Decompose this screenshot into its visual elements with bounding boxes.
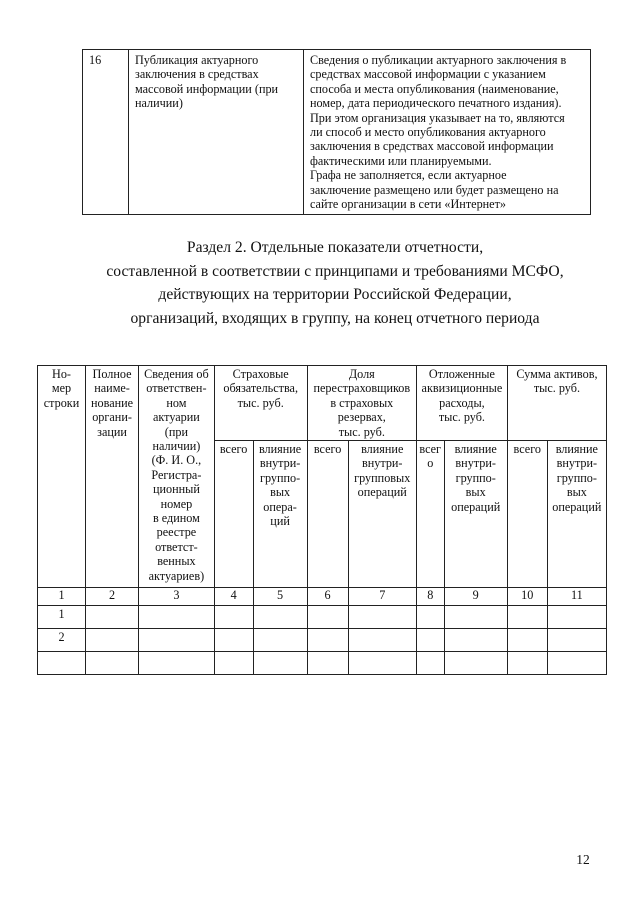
field-description-cell: [304, 50, 591, 215]
header-line: всего: [513, 442, 541, 457]
header-line: всего: [313, 442, 342, 457]
top-table: [82, 49, 591, 215]
field-name-line: наличии): [135, 96, 183, 111]
header-line: венных: [157, 554, 196, 569]
data-cell: [139, 629, 215, 652]
column-number: 8: [416, 588, 444, 606]
data-cell: [348, 606, 416, 629]
data-cell: [547, 606, 606, 629]
header-line: операций: [357, 485, 407, 500]
heading-line: организаций, входящих в группу, на конец отчетного периода: [130, 309, 540, 327]
data-row-number: 1: [38, 606, 86, 629]
description-line: При этом организация указывает на то, являются: [310, 110, 565, 125]
header-line: Но-: [52, 367, 71, 381]
header-line: резервах,: [337, 410, 386, 425]
subheader-intragroup: [547, 441, 606, 588]
data-cell: [348, 629, 416, 652]
header-reinsurers-share: [307, 366, 416, 441]
header-line: ционный: [152, 482, 200, 497]
data-cell: [139, 652, 215, 675]
header-line: тыс. руб.: [533, 381, 580, 396]
column-number: 1: [38, 588, 86, 606]
header-line: тыс. руб.: [237, 395, 284, 410]
field-name-line: заключения в средствах: [135, 67, 259, 82]
header-line: (Ф. И. О.,: [151, 453, 202, 468]
header-line: внутри-: [259, 456, 301, 471]
header-line: группо-: [259, 470, 301, 485]
header-line: вых: [270, 485, 291, 500]
data-cell: [214, 629, 253, 652]
header-line: групповых: [354, 470, 411, 485]
page-number: 12: [576, 852, 590, 867]
data-cell: [214, 606, 253, 629]
header-line: влияние: [454, 442, 497, 457]
header-line: Полное: [92, 367, 132, 381]
subheader-total: [416, 441, 444, 588]
header-full-name: [86, 366, 139, 588]
header-line: (при: [164, 424, 188, 439]
header-line: операций: [552, 499, 602, 514]
main-table: [37, 365, 607, 675]
description-line: способа и места опубликования (наименование,: [310, 81, 559, 96]
description-line: ли способ и место опубликования актуарного: [310, 125, 546, 140]
header-line: расходы,: [439, 395, 485, 410]
header-line: ответст-: [155, 539, 198, 554]
data-cell: [86, 606, 139, 629]
data-cell: [507, 629, 547, 652]
header-line: всего: [219, 442, 248, 457]
row-number: 16: [89, 53, 102, 67]
section-heading: [0, 236, 640, 330]
table-row: [38, 652, 607, 675]
data-cell: [416, 629, 444, 652]
data-cell: [348, 652, 416, 675]
header-line: номер: [160, 496, 193, 511]
data-cell: [86, 652, 139, 675]
column-number: 3: [139, 588, 215, 606]
header-line: строки: [43, 395, 80, 410]
header-line: Регистра-: [151, 467, 202, 482]
header-line: зации: [97, 424, 127, 439]
row-number-cell: [83, 50, 129, 215]
header-line: влияние: [258, 442, 302, 457]
data-cell: [507, 652, 547, 675]
header-line: группо-: [556, 470, 597, 485]
subheader-intragroup: [253, 441, 307, 588]
header-line: в страховых: [330, 395, 394, 410]
header-line: Доля: [348, 367, 375, 381]
data-cell: [416, 606, 444, 629]
description-line: Сведения о публикации актуарного заключения в: [310, 53, 567, 67]
header-line: Сумма активов,: [516, 367, 598, 381]
description-line: сайте организации в сети «Интернет»: [310, 197, 507, 212]
subheader-intragroup: [444, 441, 507, 588]
header-line: наиме-: [94, 381, 130, 396]
header-line: тыс. руб.: [338, 424, 385, 439]
subheader-total: [307, 441, 348, 588]
data-cell: [139, 606, 215, 629]
header-line: группо-: [455, 470, 496, 485]
description-line: фактическими или планируемыми.: [310, 153, 492, 168]
data-cell: [507, 606, 547, 629]
data-cell: [253, 652, 307, 675]
description-line: Графа не заполняется, если актуарное: [310, 168, 507, 183]
data-cell: [253, 629, 307, 652]
header-line: тыс. руб.: [438, 410, 485, 425]
header-line: опера-: [263, 499, 297, 514]
description-line: заключения в средствах массовой информации: [310, 139, 554, 154]
data-cell: [307, 606, 348, 629]
header-line: внутри-: [556, 456, 598, 471]
header-line: ном: [166, 395, 187, 410]
heading-line: действующих на территории Российской Федерации,: [158, 286, 512, 304]
header-line: вых: [566, 485, 587, 500]
data-cell: [416, 652, 444, 675]
header-line: мер: [51, 381, 72, 396]
column-number: 2: [86, 588, 139, 606]
header-line: внутри-: [361, 456, 403, 471]
header-line: ответствен-: [146, 381, 207, 396]
data-cell: [444, 606, 507, 629]
header-row-number: [38, 366, 86, 588]
data-cell: [547, 652, 606, 675]
header-line: Сведения об: [144, 367, 209, 381]
field-name-line: массовой информации (при: [135, 81, 279, 96]
header-line: внутри-: [455, 456, 496, 471]
data-cell: [307, 629, 348, 652]
header-line: наличии): [152, 439, 201, 454]
heading-line: Раздел 2. Отдельные показатели отчетности,: [186, 239, 484, 256]
subheader-total: [214, 441, 253, 588]
header-line: реестре: [156, 525, 197, 540]
header-line: Отложенные: [428, 367, 495, 381]
header-line: обязательства,: [223, 381, 299, 396]
data-cell: [547, 629, 606, 652]
data-cell: [444, 652, 507, 675]
header-line: вых: [465, 485, 486, 500]
header-line: в едином: [152, 511, 200, 526]
data-row-number: [38, 652, 86, 675]
header-line: о: [427, 456, 434, 471]
subheader-total: [507, 441, 547, 588]
data-cell: [86, 629, 139, 652]
header-line: влияние: [555, 442, 598, 457]
header-line: органи-: [92, 410, 132, 425]
subheader-intragroup: [348, 441, 416, 588]
header-line: всег: [419, 442, 442, 457]
description-line: средствах массовой информации с указанием: [310, 67, 546, 82]
header-line: нование: [91, 395, 134, 410]
column-number: 4: [214, 588, 253, 606]
column-number: 5: [253, 588, 307, 606]
data-row-number: 2: [38, 629, 86, 652]
column-number: 10: [507, 588, 547, 606]
column-number: 7: [348, 588, 416, 606]
header-line: влияние: [361, 442, 404, 457]
header-deferred-acquisition: [416, 366, 507, 441]
data-cell: [214, 652, 253, 675]
heading-line: составленной в соответствии с принципами и требованиями МСФО,: [106, 262, 564, 280]
header-line: операций: [451, 499, 501, 514]
data-cell: [307, 652, 348, 675]
header-line: ций: [270, 514, 290, 529]
column-number: 9: [444, 588, 507, 606]
header-line: актуарии: [152, 410, 200, 425]
header-line: перестраховщиков: [313, 381, 411, 396]
header-line: актуариев): [148, 568, 205, 583]
column-number-row: [38, 588, 607, 606]
description-line: номер, дата периодического печатного издания).: [310, 96, 562, 111]
data-cell: [444, 629, 507, 652]
header-total-assets: [507, 366, 606, 441]
table-row: [38, 629, 607, 652]
table-row: [83, 50, 591, 215]
header-actuary: [139, 366, 215, 588]
column-number: 6: [307, 588, 348, 606]
description-line: заключение размещено или будет размещено на: [310, 182, 559, 197]
table-row: [38, 606, 607, 629]
data-cell: [253, 606, 307, 629]
header-line: Страховые: [232, 367, 289, 381]
header-line: аквизиционные: [421, 381, 503, 396]
header-insurance-liabilities: [214, 366, 307, 441]
header-row: [38, 366, 607, 441]
field-name-cell: [129, 50, 304, 215]
field-name-line: Публикация актуарного: [135, 53, 259, 67]
column-number: 11: [547, 588, 606, 606]
